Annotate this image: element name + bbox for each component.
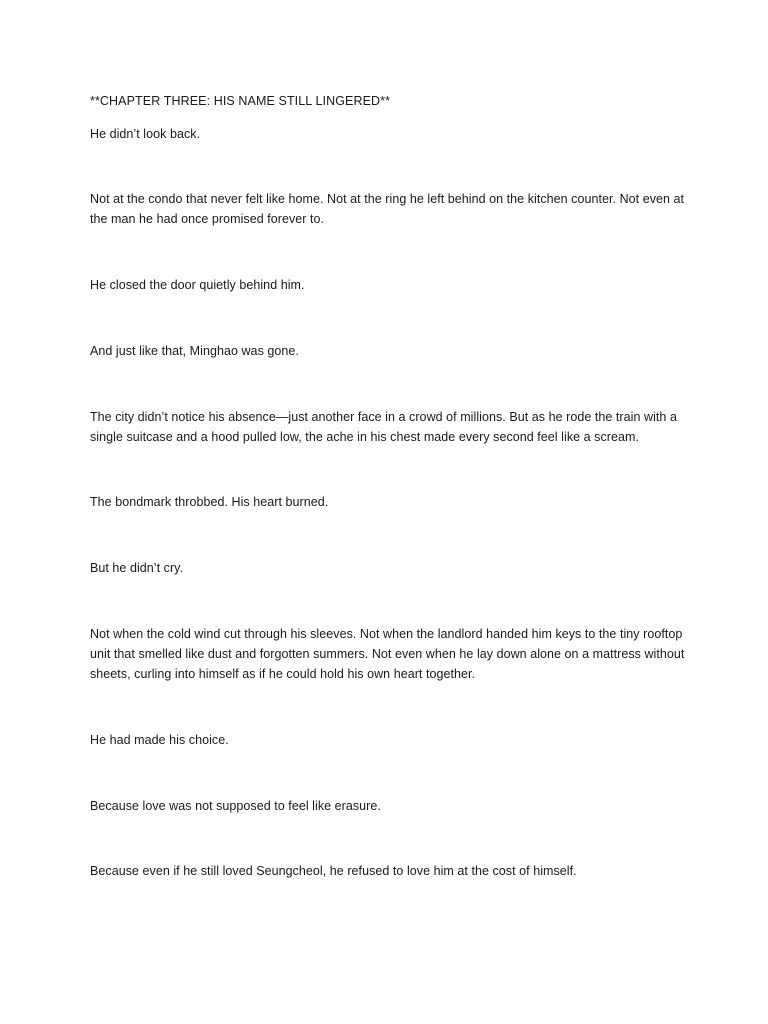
paragraph: He closed the door quietly behind him. bbox=[90, 278, 305, 292]
chapter-heading: **CHAPTER THREE: HIS NAME STILL LINGERED** bbox=[90, 94, 391, 108]
paragraph: Because even if he still loved Seungcheol, he refused to love him at the cost of himself. bbox=[90, 864, 577, 878]
paragraph: Not at the condo that never felt like home. Not at the ring he left behind on the kitchen counter. Not even at the man he had once promised forever to. bbox=[90, 192, 685, 226]
paragraph: He didn’t look back. bbox=[90, 127, 201, 141]
paragraph: The city didn’t notice his absence—just another face in a crowd of millions. But as he rode the train with a single suitcase and a hood pulled low, the ache in his chest made every second feel like a scream. bbox=[90, 410, 677, 444]
paragraph: And just like that, Minghao was gone. bbox=[90, 344, 299, 358]
document-body bbox=[90, 91, 690, 881]
paragraph: He had made his choice. bbox=[90, 733, 229, 747]
paragraph: The bondmark throbbed. His heart burned. bbox=[90, 495, 329, 509]
paragraph: But he didn’t cry. bbox=[90, 561, 184, 575]
paragraph: Because love was not supposed to feel like erasure. bbox=[90, 799, 381, 813]
paragraph: Not when the cold wind cut through his sleeves. Not when the landlord handed him keys to the tiny rooftop unit that smelled like dust and forgotten summers. Not even when he lay down alone on a mattress without sheets, curling into himself as if he could hold his own heart together. bbox=[90, 627, 685, 681]
